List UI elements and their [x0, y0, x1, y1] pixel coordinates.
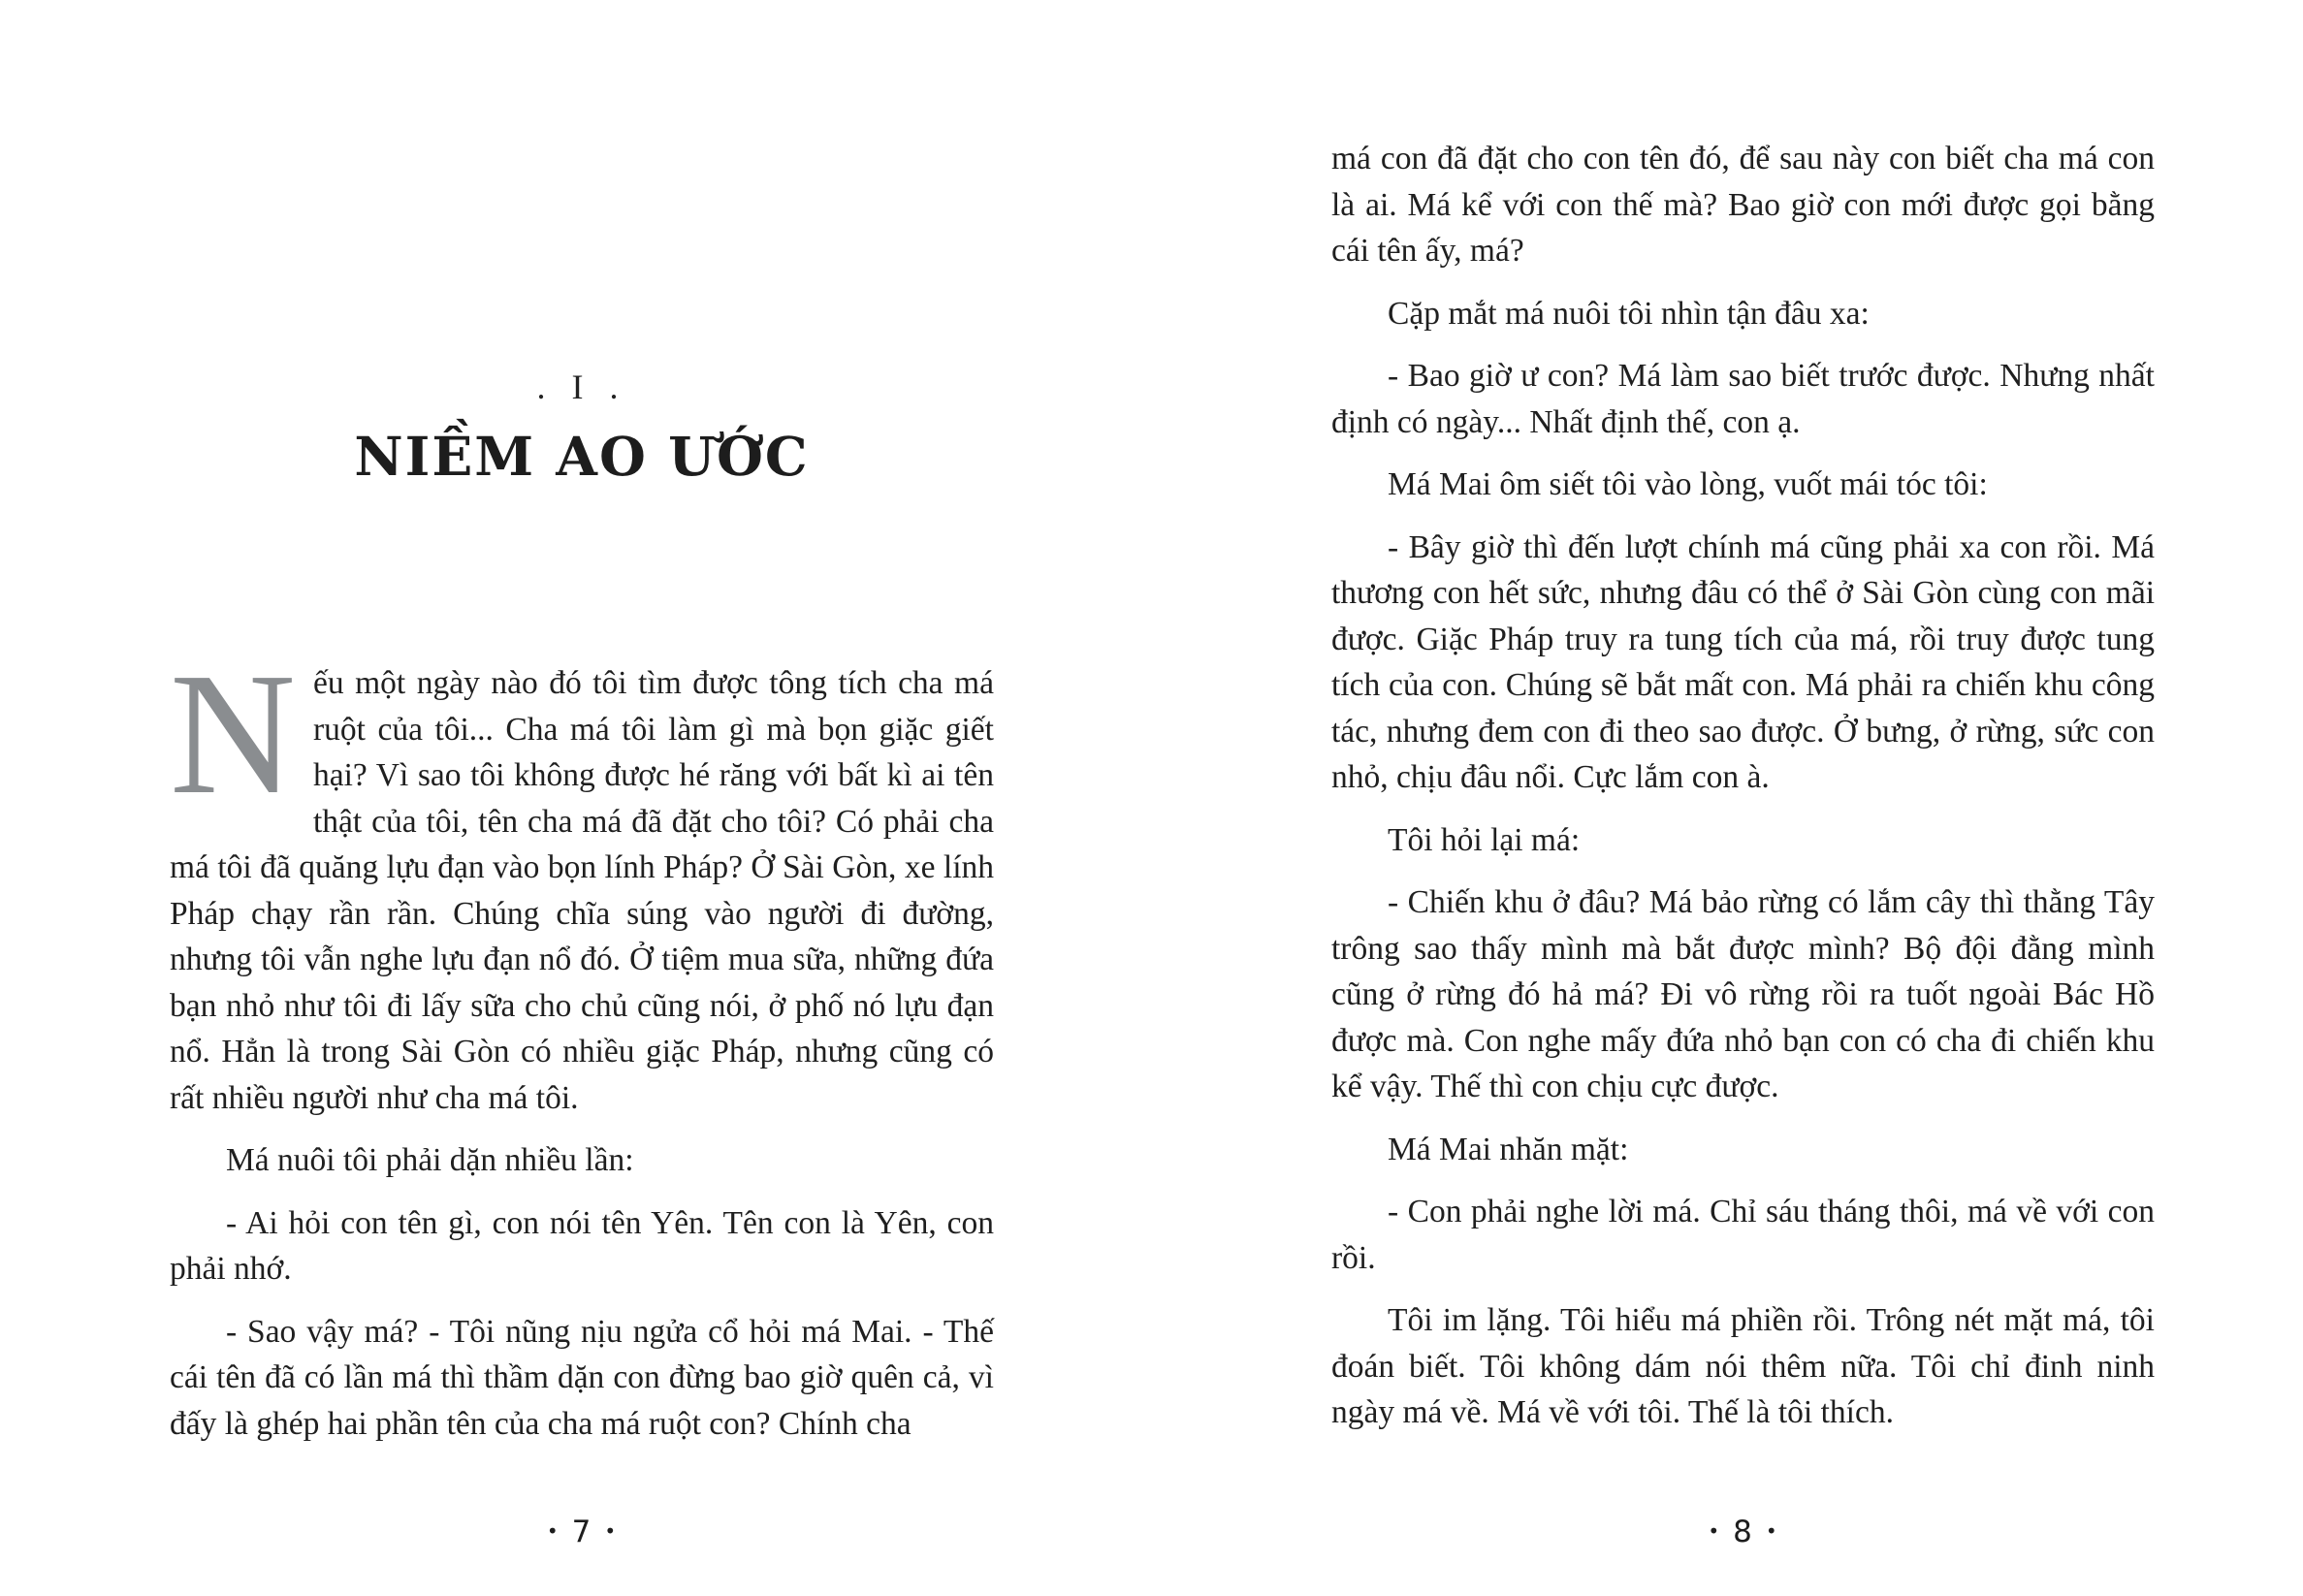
- chapter-number: . I .: [536, 367, 627, 406]
- paragraph: - Ai hỏi con tên gì, con nói tên Yên. Tên con là Yên, con phải nhớ.: [170, 1204, 994, 1287]
- paragraph: Má Mai nhăn mặt:: [1388, 1131, 1629, 1167]
- folio-bullet-right: •: [1765, 1519, 1778, 1543]
- folio-bullet-right: •: [604, 1519, 618, 1543]
- paragraph: Má nuôi tôi phải dặn nhiều lần:: [226, 1142, 634, 1178]
- page-number-left: 7: [571, 1515, 592, 1549]
- paragraph: Cặp mắt má nuôi tôi nhìn tận đâu xa:: [1388, 295, 1870, 332]
- page-footer-left: [170, 1515, 994, 1549]
- paragraph: - Bao giờ ư con? Má làm sao biết trước được. Nhưng nhất định có ngày... Nhất định thế, con ạ.: [1331, 358, 2155, 440]
- book-page-right: [1151, 0, 2303, 1596]
- paragraph: - Bây giờ thì đến lượt chính má cũng phải xa con rồi. Má thương con hết sức, nhưng đâu có thể ở Sài Gòn cùng con mãi được. Giặc Pháp truy ra tung tích của má, rồi truy được tung tích của con. Chúng sẽ bắt mất con. Má phải ra chiến khu công tác, nhưng đem con đi theo sao được. Ở bưng, ở rừng, sức con nhỏ, chịu đâu nổi. Cực lắm con à.: [1331, 528, 2155, 795]
- book-page-left: [0, 0, 1151, 1596]
- left-text-block: [170, 637, 994, 1447]
- page-number-right: 8: [1733, 1515, 1753, 1549]
- paragraph: Má Mai ôm siết tôi vào lòng, vuốt mái tóc tôi:: [1388, 466, 1988, 502]
- paragraph: Tôi im lặng. Tôi hiểu má phiền rồi. Trông nét mặt má, tôi đoán biết. Tôi không dám nói thêm nữa. Tôi chỉ đinh ninh ngày má về. Má về với tôi. Thế là tôi thích.: [1331, 1302, 2155, 1430]
- paragraph: - Chiến khu ở đâu? Má bảo rừng có lắm cây thì thằng Tây trông sao thấy mình mà bắt được mình? Bộ đội đằng mình cũng ở rừng đó hả má? Đi vô rừng rồi ra tuốt ngoài Bác Hồ được mà. Con nghe mấy đứa nhỏ bạn con có cha đi chiến khu kể vậy. Thế thì con chịu cực được.: [1331, 884, 2155, 1104]
- folio-bullet-left: •: [1708, 1519, 1721, 1543]
- chapter-header: [170, 367, 994, 488]
- paragraph: - Con phải nghe lời má. Chỉ sáu tháng thôi, má về với con rồi.: [1331, 1194, 2155, 1276]
- paragraph-text: ếu một ngày nào đó tôi tìm được tông tích cha má ruột của tôi... Cha má tôi làm gì mà bọn giặc giết hại? Vì sao tôi không được hé răng với bất kì ai tên thật của tôi, tên cha má đã đặt cho tôi? Có phải cha má tôi đã quăng lựu đạn vào bọn lính Pháp? Ở Sài Gòn, xe lính Pháp chạy rần rần. Chúng chĩa súng vào người đi đường, nhưng tôi vẫn nghe lựu đạn nổ đó. Ở tiệm mua sữa, những đứa bạn nhỏ như tôi đi lấy sữa cho chủ cũng nói, ở phố nó lựu đạn nổ. Hẳn là trong Sài Gòn có nhiều giặc Pháp, nhưng cũng có rất nhiều người như cha má tôi.: [170, 665, 994, 1116]
- right-text-block: [1331, 136, 2155, 1436]
- paragraph-continuation: má con đã đặt cho con tên đó, để sau này con biết cha má con là ai. Má kể với con thế mà? Bao giờ con mới được gọi bằng cái tên ấy, má?: [1331, 141, 2155, 269]
- drop-cap-letter: N: [170, 637, 296, 830]
- page-footer-right: [1331, 1515, 2155, 1549]
- paragraph: Tôi hỏi lại má:: [1388, 821, 1581, 858]
- paragraph-with-dropcap: [170, 637, 994, 1121]
- folio-bullet-left: •: [546, 1519, 560, 1543]
- chapter-title: NIỀM AO ƯỚC: [354, 425, 810, 488]
- paragraph: - Sao vậy má? - Tôi nũng nịu ngửa cổ hỏi má Mai. - Thế cái tên đã có lần má thì thầm dặn con đừng bao giờ quên cả, vì đấy là ghép hai phần tên của cha má ruột con? Chính cha: [170, 1313, 994, 1442]
